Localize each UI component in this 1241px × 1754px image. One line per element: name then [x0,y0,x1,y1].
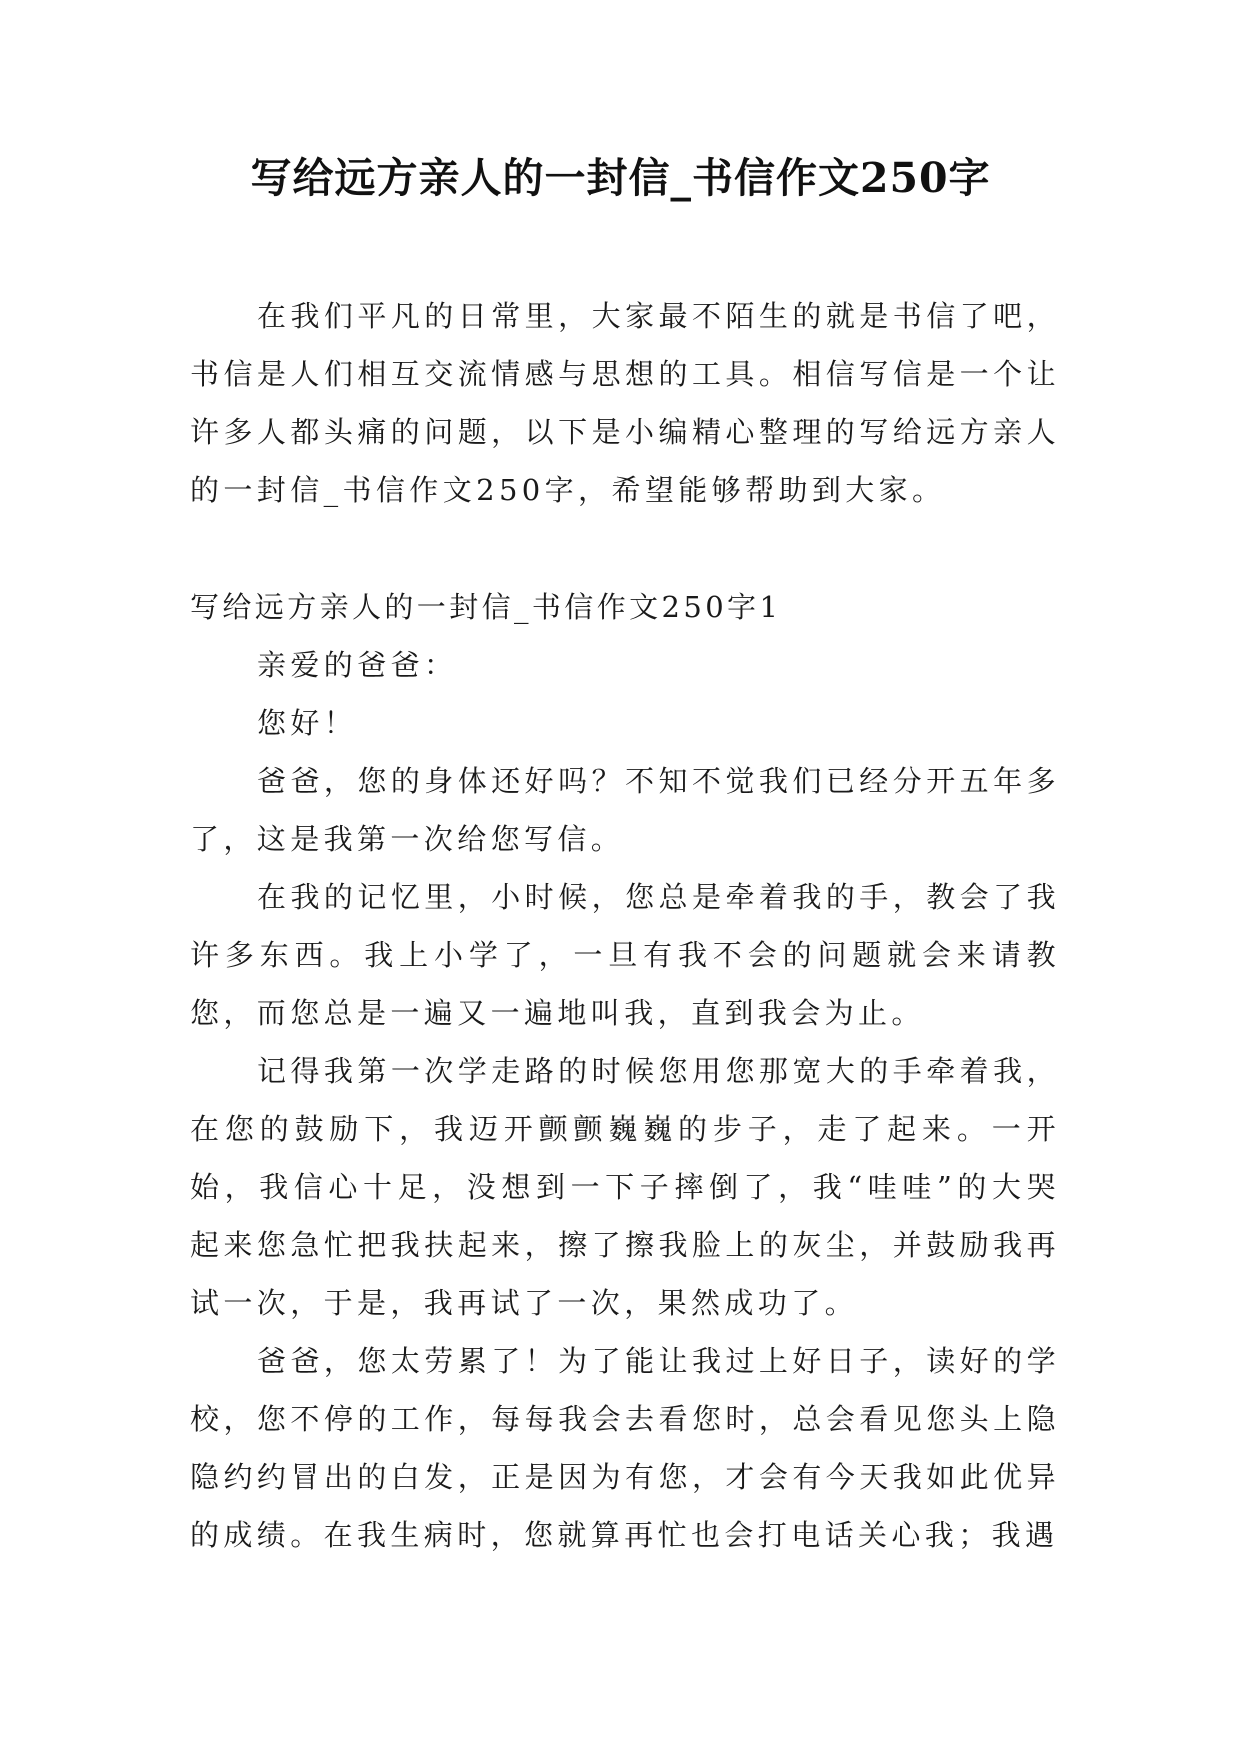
letter-paragraph: 记得我第一次学走路的时候您用您那宽大的手牵着我，在您的鼓励下，我迈开颤颤巍巍的步子，走了起来。一开始，我信心十足，没想到一下子摔倒了，我“哇哇”的大哭起来您急忙把我扶起来，擦了擦我脸上的灰尘，并鼓励我再试一次，于是，我再试了一次，果然成功了。 [190,1054,1060,1320]
section-heading: 写给远方亲人的一封信_书信作文250字1 [190,590,782,624]
intro-paragraph: 在我们平凡的日常里，大家最不陌生的就是书信了吧，书信是人们相互交流情感与思想的工具。相信写信是一个让许多人都头痛的问题，以下是小编精心整理的写给远方亲人的一封信_书信作文250字，希望能够帮助到大家。 [190,299,1060,507]
letter-salutation: 亲爱的爸爸： [257,648,458,682]
document-title: 写给远方亲人的一封信_书信作文250字 [250,154,991,202]
letter-greeting: 您好！ [257,706,358,740]
letter-paragraph: 在我的记忆里，小时候，您总是牵着我的手，教会了我许多东西。我上小学了，一旦有我不会的问题就会来请教您，而您总是一遍又一遍地叫我，直到我会为止。 [190,880,1060,1030]
section-heading-block [190,578,1060,636]
letter-paragraph: 爸爸，您太劳累了！为了能让我过上好日子，读好的学校，您不停的工作，每每我会去看您时，总会看见您头上隐隐约约冒出的白发，正是因为有您，才会有今天我如此优异的成绩。在我生病时，您就算再忙也会打电话关心我；我遇 [190,1344,1060,1552]
letter-paragraph: 爸爸，您的身体还好吗？不知不觉我们已经分开五年多了，这是我第一次给您写信。 [190,764,1060,856]
intro-section [190,287,1060,519]
letter-body [190,636,1060,1564]
